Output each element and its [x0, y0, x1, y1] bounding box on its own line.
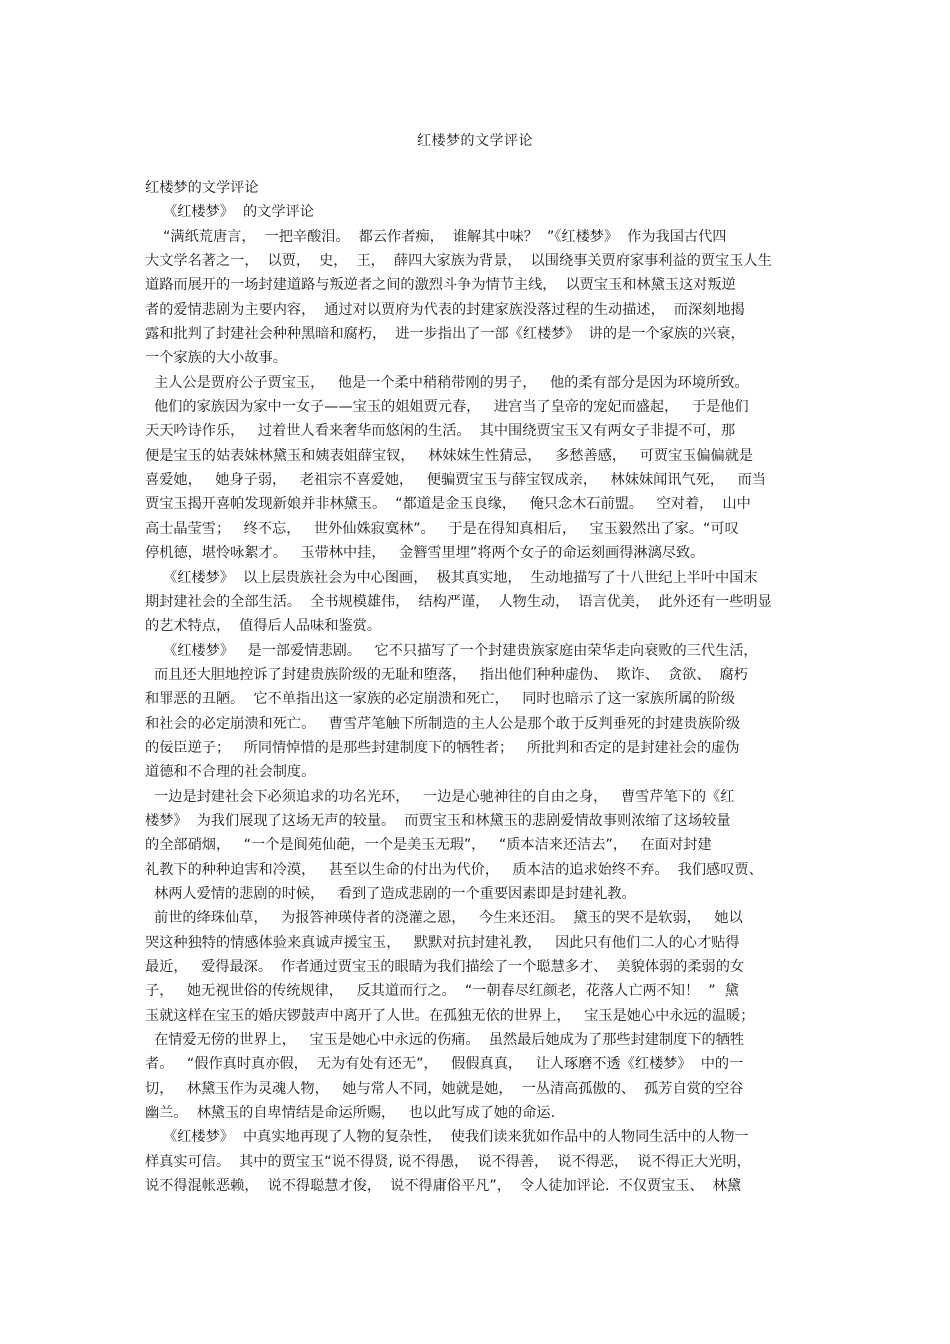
- body-text-line: 者的爱情悲剧为主要内容， 通过对以贾府为代表的封建家族没落过程的生动描述， 而深刻地揭: [145, 301, 745, 318]
- body-text-line: 的佞臣逆子； 所同情悼惜的是那些封建制度下的牺牲者； 所批判和否定的是封建社会的虚伪: [145, 739, 740, 756]
- body-text-line: 的全部硝烟， “一个是阆苑仙葩，一个是美玉无瑕”， “质本洁来还洁去”， 在面对封建: [145, 837, 712, 854]
- body-text-line: 最近， 爱得最深。 作者通过贾宝玉的眼睛为我们描绘了一个聪慧多才、 美貌体弱的柔弱的女: [145, 959, 745, 975]
- body-text-line: 高士晶莹雪； 终不忘， 世外仙姝寂寞林”。 于是在得知真相后， 宝玉毅然出了家。“可叹: [145, 520, 739, 537]
- body-text-line: 样真实可信。 其中的贾宝玉“说不得贤, 说不得愚， 说不得善， 说不得恶， 说不得正大光明，: [145, 1153, 751, 1170]
- body-text-line: 期封建社会的全部生活。 全书规模雄伟， 结构严谨， 人物生动， 语言优美， 此外还有一些明显: [145, 593, 772, 610]
- body-text-line: “满纸荒唐言， 一把辛酸泪。 都云作者痴， 谁解其中味？ ”《红楼梦》 作为我国古代四: [145, 228, 727, 245]
- body-text-line: 礼教下的种种迫害和冷漠， 甚至以生命的付出为代价， 质本洁的追求始终不弃。 我们感叹贾、: [145, 861, 763, 878]
- body-text-line: 林两人爱情的悲剧的时候， 看到了造成悲剧的一个重要因素即是封建礼教。: [145, 885, 636, 902]
- body-text-line: 的艺术特点， 值得后人品味和鉴赏。: [145, 618, 382, 635]
- body-text-line: 幽兰。 林黛玉的自卑情结是命运所赐， 也以此写成了她的命运.: [145, 1105, 556, 1122]
- body-text-line: 《红楼梦》 以上层贵族社会为中心图画， 极其真实地， 生动地描写了十八世纪上半叶中国末: [145, 569, 758, 586]
- body-text-line: 者。 “假作真时真亦假， 无为有处有还无”， 假假真真， 让人琢磨不透《红楼梦》 中的一: [145, 1056, 744, 1073]
- body-text-line: 喜爱她， 她身子弱， 老祖宗不喜爱她， 便骗贾宝玉与薛宝钗成亲， 林妹妹闻讯气死， 而当: [145, 472, 766, 489]
- body-text-line: 主人公是贾府公子贾宝玉， 他是一个柔中稍稍带刚的男子， 他的柔有部分是因为环境所致。: [145, 374, 749, 391]
- body-text-line: 和罪恶的丑陋。 它不单指出这一家族的必定崩溃和死亡， 同时也暗示了这一家族所属的阶级: [145, 691, 736, 708]
- body-text-line: 《红楼梦》 是一部爱情悲剧。 它不只描写了一个封建贵族家庭由荣华走向衰败的三代生活，: [145, 642, 758, 659]
- body-text-line: 子， 她无视世俗的传统规律， 反其道而行之。 “一朝春尽红颜老，花落人亡两不知！ ” 黛: [145, 983, 739, 1000]
- body-text-line: 说不得混帐恶赖， 说不得聪慧才俊， 说不得庸俗平凡”， 令人徒加评论. 不仅贾宝玉、 林黛: [145, 1178, 742, 1195]
- body-text-line: 停机德，堪怜咏絮才。 玉带林中挂， 金簪雪里埋”将两个女子的命运刻画得淋漓尽致。: [145, 545, 705, 562]
- body-text-line: 天天吟诗作乐， 过着世人看来奢华而悠闲的生活。 其中围绕贾宝玉又有两女子非提不可，那: [145, 423, 736, 440]
- body-text-line: 《红楼梦》 中真实地再现了人物的复杂性， 使我们读来犹如作品中的人物同生活中的人物一: [145, 1129, 749, 1146]
- body-text-line: 和社会的必定崩溃和死亡。 曹雪芹笔触下所制造的主人公是那个敢于反判垂死的封建贵族阶级: [145, 715, 741, 732]
- body-text-line: 哭这种独特的情感体验来真诚声援宝玉， 默默对抗封建礼教， 因此只有他们二人的心才贴得: [145, 934, 740, 951]
- body-text-line: 道路而展开的一场封建道路与叛逆者之间的激烈斗争为情节主线， 以贾宝玉和林黛玉这对叛逆: [145, 277, 736, 294]
- body-text-line: 前世的绛珠仙草， 为报答神瑛侍者的浇灌之恩， 今生来还泪。 黛玉的哭不是软弱， 她以: [145, 910, 743, 927]
- body-text-line: 楼梦》 为我们展现了这场无声的较量。 而贾宝玉和林黛玉的悲剧爱情故事则浓缩了这场较量: [145, 812, 731, 829]
- body-text-line: 一边是封建社会下必须追求的功名光环， 一边是心驰神往的自由之身， 曹雪芹笔下的《红: [145, 788, 735, 805]
- body-text-line: 而且还大胆地控诉了封建贵族阶级的无耻和堕落， 指出他们种种虚伪、 欺诈、 贪欲、 腐朽: [145, 666, 748, 683]
- body-text-line: 便是宝玉的姑表妹林黛玉和姨表姐薛宝钗， 林妹妹生性猜忌， 多愁善感， 可贾宝玉偏偏就是: [145, 447, 754, 464]
- body-text-line: 道德和不合理的社会制度。: [145, 764, 316, 781]
- body-text-line: 在情爱无傍的世界上， 宝玉是她心中永远的伤痛。 虽然最后她成为了那些封建制度下的牺牲: [145, 1032, 745, 1049]
- body-text-line: 露和批判了封建社会种种黑暗和腐朽， 进一步指出了一部《红楼梦》 讲的是一个家族的兴衰，: [145, 326, 745, 343]
- body-text-line: 《红楼梦》 的文学评论: [145, 204, 314, 221]
- body-text-line: 红楼梦的文学评论: [145, 180, 259, 196]
- document-title: 红楼梦的文学评论: [417, 133, 533, 149]
- body-text-line: 他们的家族因为家中一女子——宝玉的姐姐贾元春， 进宫当了皇帝的宠妃而盛起， 于是他们: [145, 399, 749, 416]
- body-text-line: 贾宝玉揭开喜帕发现新娘并非林黛玉。 “都道是金玉良缘， 俺只念木石前盟。 空对着， 山中: [145, 496, 751, 513]
- document-body: [145, 176, 811, 1198]
- body-text-line: 一个家族的大小故事。: [145, 350, 287, 367]
- body-text-line: 大文学名著之一， 以贾， 史， 王， 薛四大家族为背景， 以围绕事关贾府家事利益的贾宝玉人生: [145, 253, 772, 270]
- body-text-line: 玉就这样在宝玉的婚庆锣鼓声中离开了人世。在孤独无依的世界上， 宝玉是她心中永远的温暖；: [145, 1007, 755, 1024]
- body-text-line: 切， 林黛玉作为灵魂人物， 她与常人不同，她就是她， 一丛清高孤傲的、 孤芳自赏的空谷: [145, 1080, 744, 1097]
